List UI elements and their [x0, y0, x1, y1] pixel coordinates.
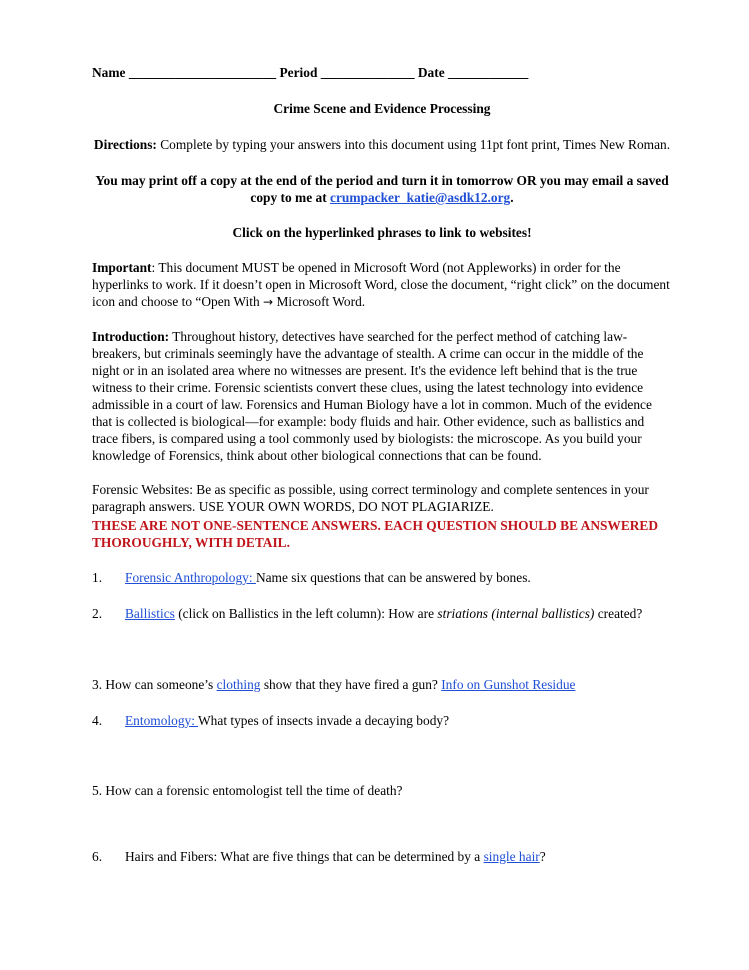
teacher-email-link[interactable]: crumpacker_katie@asdk12.org: [330, 190, 511, 205]
forensic-websites-paragraph: Forensic Websites: Be as specific as possible, using correct terminology and complete sentences in your paragraph answers. USE YOUR OWN WORDS, DO NOT PLAGIARIZE.: [92, 482, 649, 514]
question-4: [92, 712, 672, 729]
entomology-link[interactable]: Entomology:: [125, 713, 199, 728]
single-hair-link[interactable]: single hair: [483, 849, 540, 864]
question-1-text: Name six questions that can be answered by bones.: [255, 570, 531, 585]
question-6-text-b: ?: [539, 849, 546, 864]
right-arrow-icon: →: [263, 295, 274, 309]
question-1-number: 1.: [92, 570, 103, 585]
clothing-link[interactable]: clothing: [216, 677, 261, 692]
question-5-number: 5.: [92, 783, 103, 798]
student-info-line: [92, 64, 672, 81]
question-6: [92, 848, 672, 865]
important-paragraph: [92, 259, 672, 311]
important-text-b: Microsoft Word.: [273, 294, 366, 309]
important-label: Important: [92, 260, 152, 275]
period-blank[interactable]: ______________: [320, 65, 415, 80]
name-label: Name: [92, 65, 126, 80]
directions-text: Complete by typing your answers into this document using 11pt font print, Times New Roman.: [156, 137, 671, 152]
question-5-text: How can a forensic entomologist tell the time of death?: [102, 783, 403, 798]
introduction-text: Throughout history, detectives have searched for the perfect method of catching law-breakers, but criminals seemingly have the advantage of stealth. A crime can occur in the middle of the night or in an isolated area where no witnesses are present. It's the evidence left behind that is the true witness to their crime. Forensic scientists convert these clues, using the latest technology into evidence admissible in a court of law. Forensics and Human Biology have a lot in common. Much of the evidence that is collected is biological—for example: body fluids and hair. Other evidence, such as ballistics and trace fibers, is compared using a tool commonly used by biologists: the microscope. As you build your knowledge of Forensics, think about other biological connections that can be found.: [92, 329, 652, 463]
print-notice-line1: You may print off a copy at the end of the period and turn it in tomorrow OR you may email a saved: [95, 173, 669, 188]
question-3: [92, 676, 672, 693]
introduction-paragraph: [92, 328, 672, 464]
question-3-number: 3.: [92, 677, 103, 692]
question-3-text-b: show that they have fired a gun?: [260, 677, 442, 692]
warning-paragraph: [92, 517, 672, 551]
print-notice-prefix: copy to me at: [250, 190, 331, 205]
question-3-text-a: How can someone’s: [102, 677, 217, 692]
print-notice: [92, 172, 672, 206]
directions-label: Directions:: [93, 137, 157, 152]
question-2: [92, 605, 672, 622]
question-2-number: 2.: [92, 606, 103, 621]
warning-line1: THESE ARE NOT ONE-SENTENCE ANSWERS. EACH QUESTION SHOULD BE ANSWERED: [92, 518, 659, 533]
name-blank[interactable]: ______________________: [128, 65, 277, 80]
important-text-a: : This document MUST be opened in Microsoft Word (not Appleworks) in order for the hyperlinks to work. If it doesn’t open in Microsoft Word, close the document, “right click” on the document icon and choose to “Open With: [92, 260, 670, 309]
question-2-text-b: created?: [594, 606, 643, 621]
question-6-number: 6.: [92, 849, 103, 864]
question-5: [92, 782, 672, 799]
hyperlink-notice: Click on the hyperlinked phrases to link to websites!: [232, 225, 532, 240]
date-label: Date: [417, 65, 445, 80]
gunshot-residue-link[interactable]: Info on Gunshot Residue: [441, 677, 576, 692]
question-2-text-a: (click on Ballistics in the left column): How are: [174, 606, 438, 621]
question-4-text: What types of insects invade a decaying body?: [198, 713, 450, 728]
directions: [92, 136, 672, 153]
warning-line2: THOROUGHLY, WITH DETAIL.: [92, 535, 290, 550]
date-blank[interactable]: ____________: [448, 65, 529, 80]
question-4-number: 4.: [92, 713, 103, 728]
print-notice-suffix: .: [510, 190, 514, 205]
question-2-italic: striations (internal ballistics): [437, 606, 595, 621]
question-6-text-a: Hairs and Fibers: What are five things that can be determined by a: [125, 849, 484, 864]
question-1: [92, 569, 672, 586]
forensic-anthropology-link[interactable]: Forensic Anthropology:: [125, 570, 256, 585]
period-label: Period: [279, 65, 318, 80]
ballistics-link[interactable]: Ballistics: [125, 606, 175, 621]
document-title: Crime Scene and Evidence Processing: [273, 101, 491, 116]
introduction-label: Introduction:: [92, 329, 170, 344]
